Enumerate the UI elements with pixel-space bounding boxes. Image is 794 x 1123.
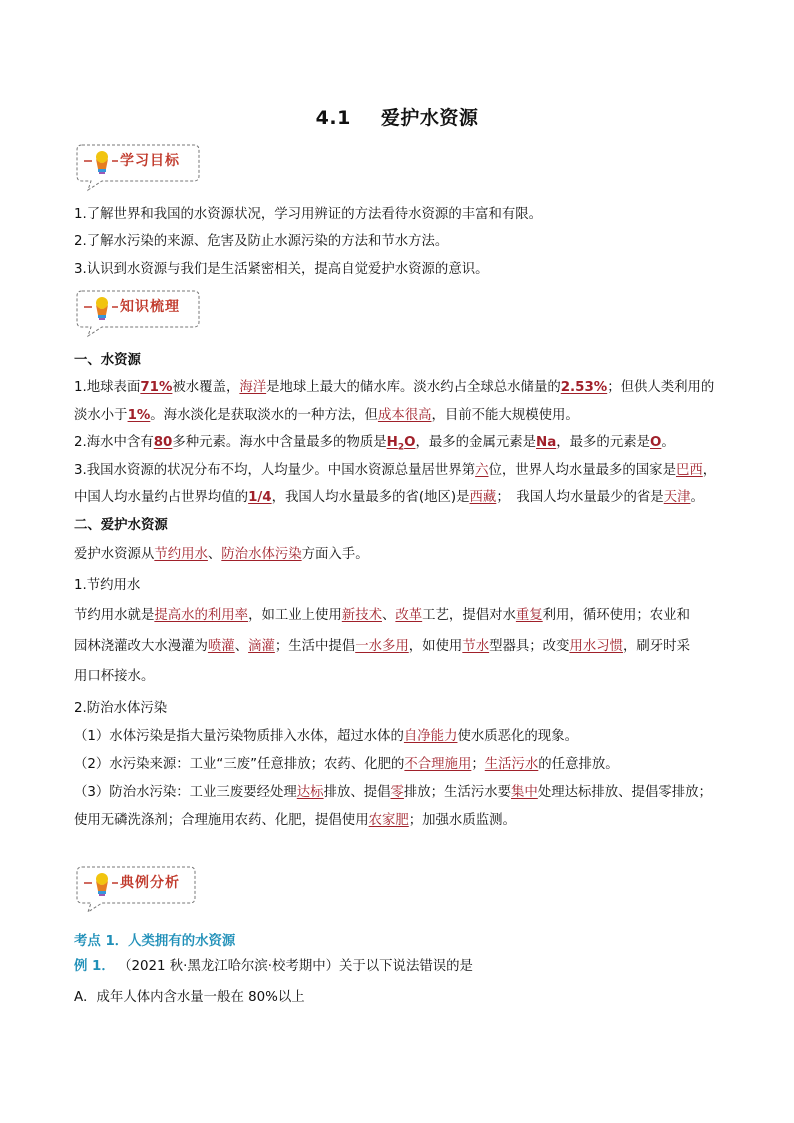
text: 爱护水资源从 <box>74 547 155 562</box>
subscript: 2 <box>397 442 405 453</box>
text: 。 <box>690 490 704 505</box>
s1-paragraph-1 <box>74 379 714 397</box>
answer: 喷灌 <box>207 639 235 654</box>
s1-paragraph-3b <box>74 489 704 507</box>
example-text: （2021 秋·黑龙江哈尔滨·校考期中）关于以下说法错误的是 <box>124 959 473 974</box>
text: H <box>386 435 398 450</box>
pollution-line-1 <box>74 728 578 746</box>
answer: 六 <box>475 463 489 478</box>
text: ，如使用 <box>408 639 463 654</box>
text: ，最多的元素是 <box>556 435 650 450</box>
text: 工艺，提倡对水 <box>422 608 516 623</box>
text: 节约用水就是 <box>74 608 155 623</box>
option-a: A．成年人体内含水量一般在 80%以上 <box>74 990 305 1005</box>
text: 是地球上最大的储水库。淡水约占全球总水储量的 <box>266 380 561 395</box>
s1-paragraph-2 <box>74 434 675 457</box>
text: 、 <box>234 639 249 654</box>
answer: 重复 <box>515 608 543 623</box>
text: O <box>404 435 416 450</box>
badge-knowledge <box>74 288 202 332</box>
answer: 71% <box>140 380 173 395</box>
section-heading-protect-water: 二、爱护水资源 <box>74 518 168 533</box>
text: ； <box>471 757 485 772</box>
answer: 成本很高 <box>377 408 432 423</box>
answer: 1/4 <box>248 490 272 505</box>
text: ；生活中提倡 <box>274 639 356 654</box>
text: 方面入手。 <box>301 547 369 562</box>
answer-formula <box>386 435 416 453</box>
text: ；加强水质监测。 <box>408 813 516 828</box>
text: 1.地球表面 <box>74 380 141 395</box>
badge-label: 典例分析 <box>120 875 180 891</box>
pollution-line-2 <box>74 756 619 774</box>
badge-learning-goals <box>74 142 202 186</box>
example-label: 例 1． <box>74 959 115 974</box>
text: 的任意排放。 <box>538 757 619 772</box>
answer: 提高水的利用率 <box>154 608 249 623</box>
section-heading-water-resources: 一、水资源 <box>74 353 141 368</box>
answer: 西藏 <box>469 490 497 505</box>
answer: 天津 <box>663 490 691 505</box>
answer: 达标 <box>296 785 324 800</box>
badge-label: 学习目标 <box>120 153 180 169</box>
text: 位，世界人均水量最多的国家是 <box>488 463 676 478</box>
text: 2.海水中含有 <box>74 435 154 450</box>
goal-2: 2.了解水污染的来源、危害及防止水源污染的方法和节水方法。 <box>74 234 449 249</box>
badge-examples <box>74 864 198 908</box>
answer: 不合理施用 <box>404 757 472 772</box>
text: 排放、提倡 <box>323 785 391 800</box>
text: 中国人均水量约占世界均值的 <box>74 490 249 505</box>
text: 排放；生活污水要 <box>403 785 512 800</box>
text: （1）水体污染是指大量污染物质排入水体，超过水体的 <box>74 729 404 744</box>
title-number: 4.1 <box>315 107 351 129</box>
text: （3）防治水污染：工业三废要经处理 <box>74 785 297 800</box>
text: 处理达标排放、提倡零排放； <box>537 785 712 800</box>
text: ； 我国人均水量最少的省是 <box>496 490 664 505</box>
text: 园林浇灌改大水漫灌为 <box>74 639 208 654</box>
text: ，最多的金属元素是 <box>415 435 537 450</box>
answer: 用水习惯 <box>569 639 624 654</box>
text: 。海水淡化是获取淡水的一种方法，但 <box>150 408 378 423</box>
text: 被水覆盖， <box>172 380 240 395</box>
answer: 2.53% <box>560 380 608 395</box>
s2-sub-prevent-pollution: 2.防治水体污染 <box>74 701 168 716</box>
text: ；但供人类利用的 <box>607 380 715 395</box>
text: ， <box>702 463 717 478</box>
answer: 改革 <box>395 608 423 623</box>
text: 3.我国水资源的状况分布不均，人均量少。中国水资源总量居世界第 <box>74 463 476 478</box>
text: ，我国人均水量最多的省(地区)是 <box>271 490 470 505</box>
save-line-1 <box>74 607 690 625</box>
answer: 零 <box>390 785 404 800</box>
text: 。 <box>661 435 675 450</box>
answer: 集中 <box>511 785 538 800</box>
text: 多种元素。海水中含量最多的物质是 <box>172 435 387 450</box>
text: ，刷牙时采 <box>623 639 690 654</box>
answer: 自净能力 <box>403 729 458 744</box>
text: ，如工业上使用 <box>248 608 342 623</box>
answer: 节约用水 <box>154 547 208 562</box>
text: 淡水小于 <box>74 408 128 423</box>
example-1 <box>74 958 473 976</box>
goal-3: 3.认识到水资源与我们是生活紧密相关，提高自觉爱护水资源的意识。 <box>74 262 489 277</box>
text: 使用无磷洗涤剂；合理施用农药、化肥，提倡使用 <box>74 813 369 828</box>
answer: 农家肥 <box>368 813 409 828</box>
text: 利用，循环使用；农业和 <box>542 608 690 623</box>
text: 、 <box>207 547 222 562</box>
s1-paragraph-1b <box>74 407 579 425</box>
text: 型器具；改变 <box>489 639 570 654</box>
answer: Na <box>536 435 557 450</box>
answer: 生活污水 <box>484 757 539 772</box>
answer: 80 <box>153 435 173 450</box>
answer: 巴西 <box>675 463 703 478</box>
answer: 海洋 <box>239 380 267 395</box>
answer: 一水多用 <box>355 639 409 654</box>
text: ，目前不能大规模使用。 <box>431 408 579 423</box>
title-text: 爱护水资源 <box>380 107 479 129</box>
s2-sub-save-water: 1.节约用水 <box>74 578 141 593</box>
save-line-3: 用口杯接水。 <box>74 669 155 684</box>
text: 使水质恶化的现象。 <box>457 729 578 744</box>
save-line-2 <box>74 638 690 656</box>
answer: 防治水体污染 <box>221 547 302 562</box>
kaodian-1: 考点 1．人类拥有的水资源 <box>74 934 236 949</box>
answer: 节水 <box>462 639 490 654</box>
answer: O <box>650 435 662 450</box>
text: （2）水污染来源：工业“三废”任意排放；农药、化肥的 <box>74 757 405 772</box>
pollution-line-3b <box>74 812 516 830</box>
badge-label: 知识梳理 <box>120 299 180 315</box>
s1-paragraph-3 <box>74 462 716 480</box>
text: 、 <box>381 608 396 623</box>
answer: 1% <box>127 408 151 423</box>
goal-1: 1.了解世界和我国的水资源状况，学习用辨证的方法看待水资源的丰富和有限。 <box>74 207 543 222</box>
pollution-line-3 <box>74 784 712 802</box>
answer: 新技术 <box>341 608 382 623</box>
page-title <box>0 103 794 130</box>
s2-intro <box>74 546 369 564</box>
answer: 滴灌 <box>248 639 275 654</box>
